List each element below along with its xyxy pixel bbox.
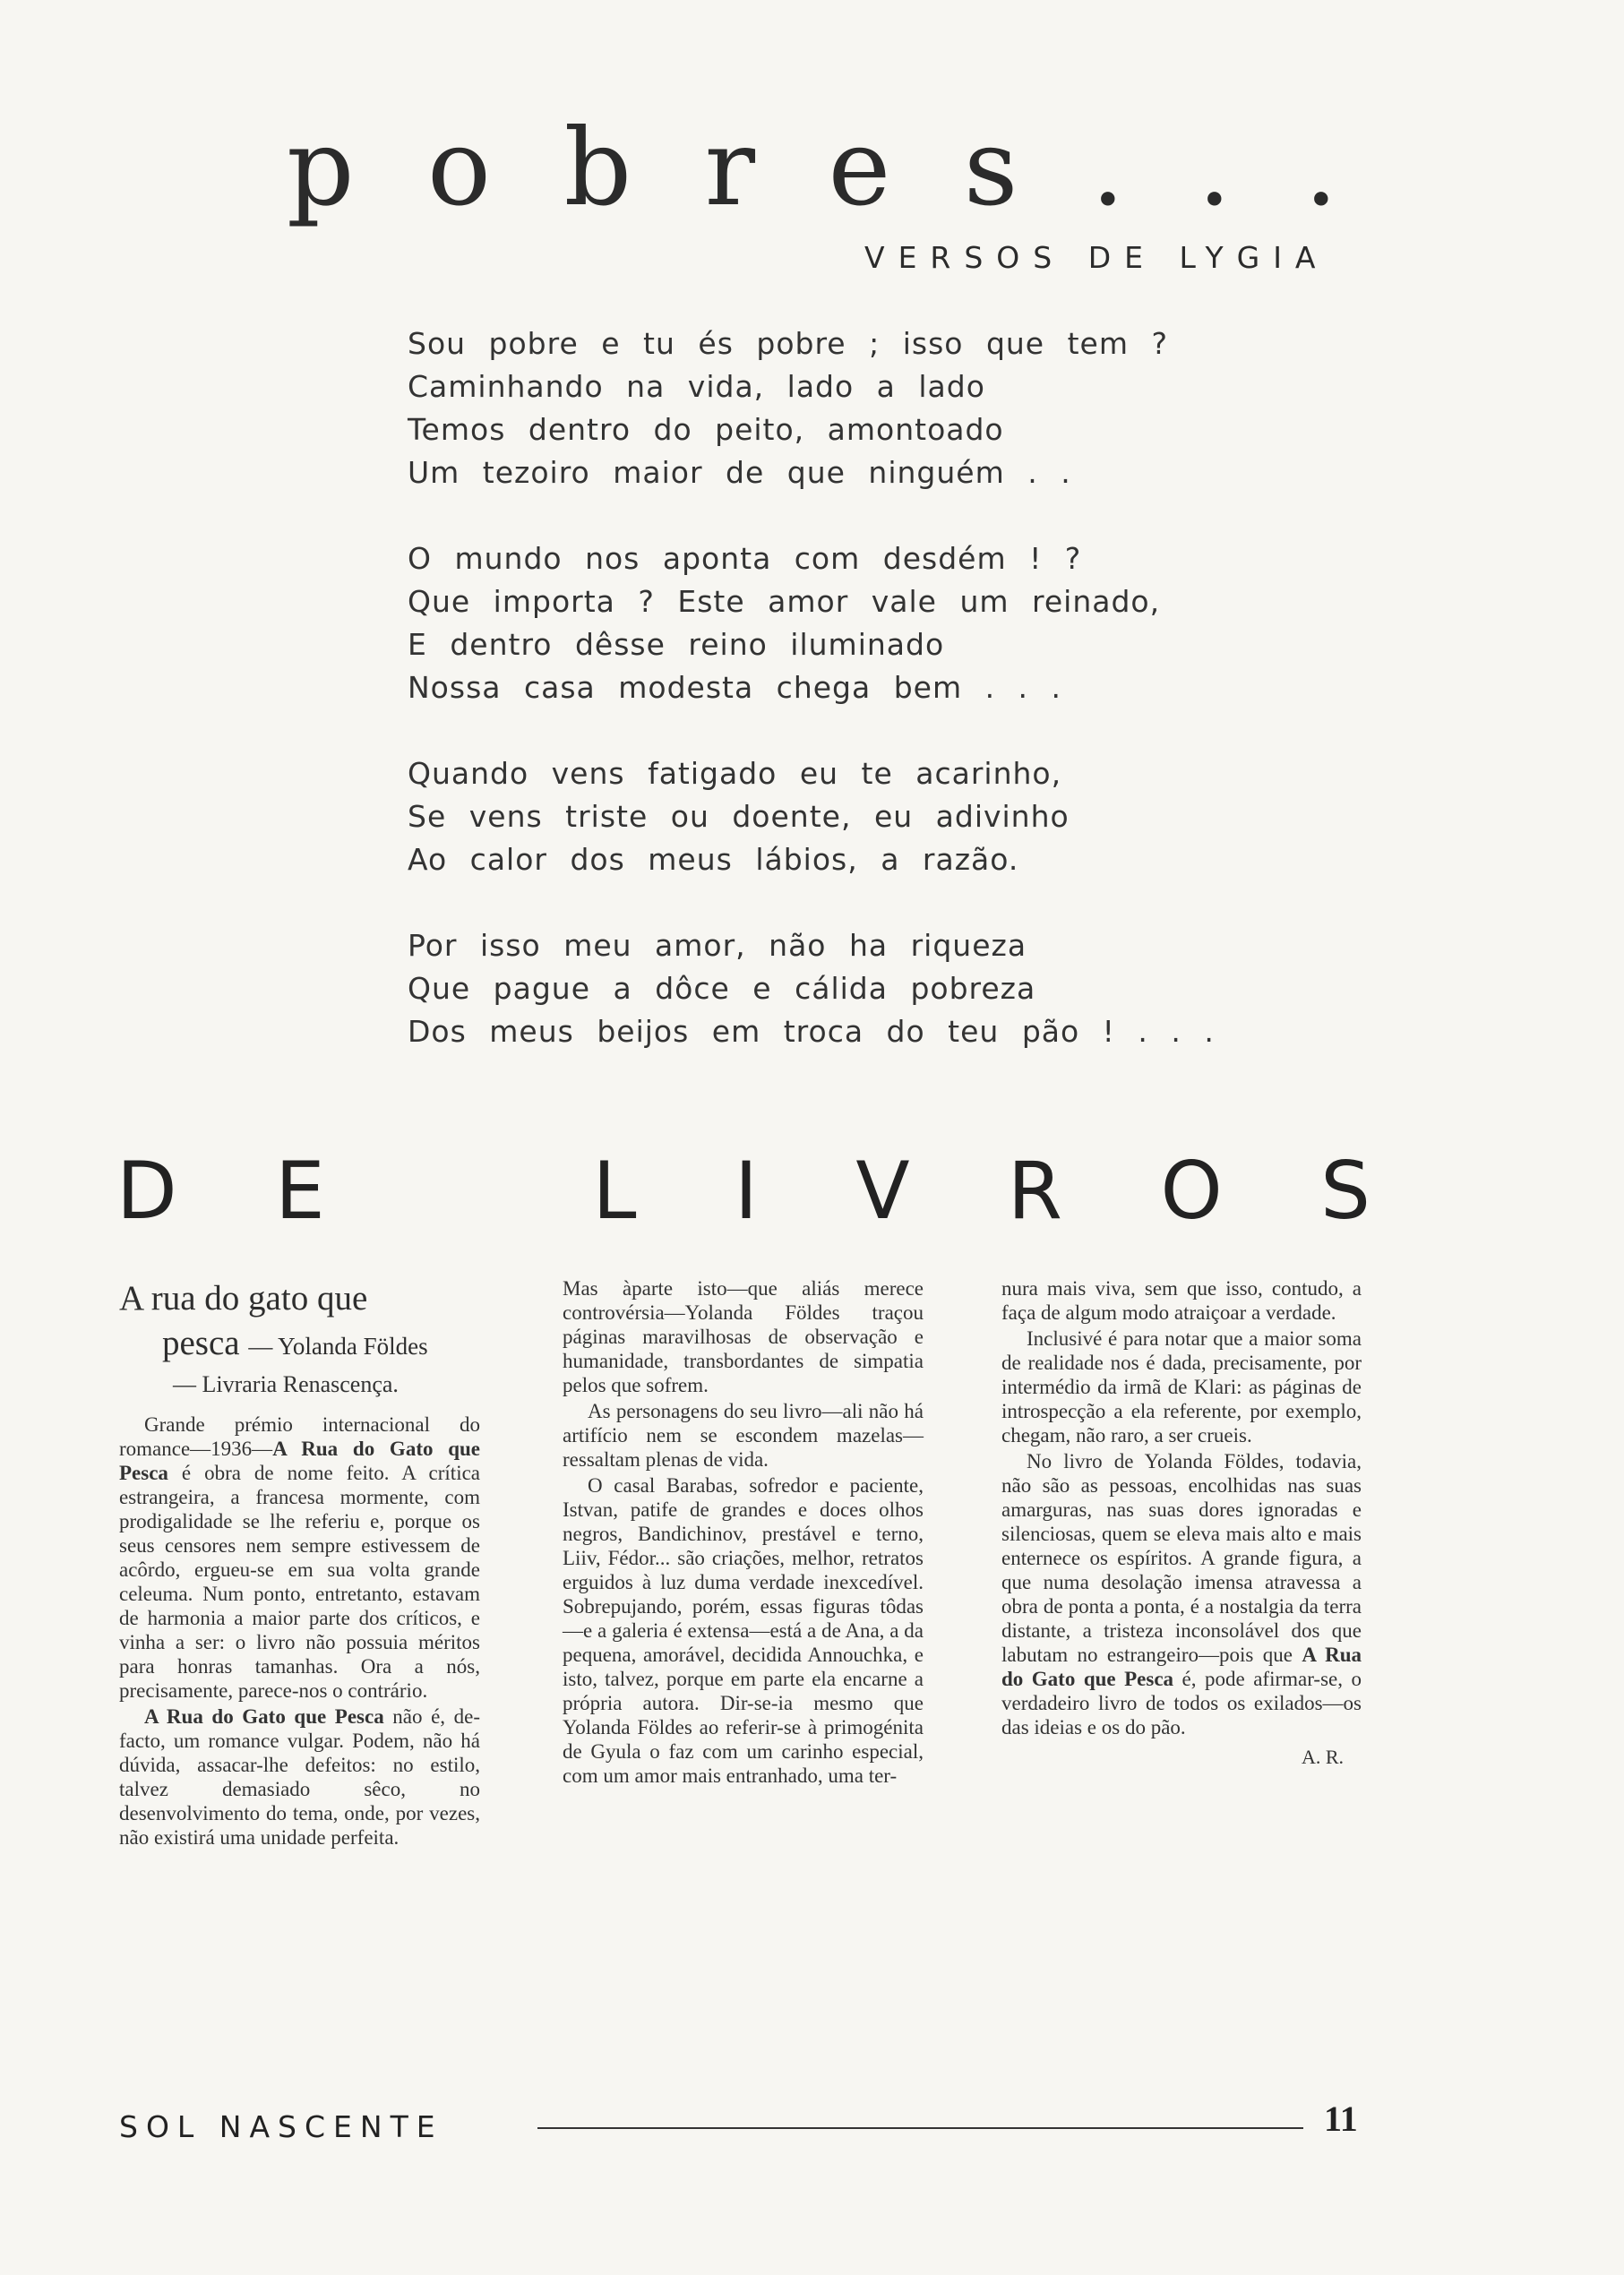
section-heading-letter: O (1160, 1145, 1223, 1237)
publication-name: SOL NASCENTE (119, 2109, 443, 2144)
page-number: 11 (1324, 2099, 1358, 2139)
poem-stanza (408, 924, 1215, 1053)
section-heading-letter: S (1320, 1145, 1371, 1237)
poem-line: Caminhando na vida, lado a lado (408, 369, 985, 404)
poem-line: Por isso meu amor, não ha riqueza (408, 928, 1027, 963)
section-heading-letter: I (734, 1145, 758, 1237)
book-publisher: — Livraria Renascença. (173, 1371, 399, 1397)
review-signature: A. R. (1301, 1746, 1344, 1768)
review-paragraph: Grande prémio internacional do romance—1936—A Rua do Gato que Pesca é obra de nome feito. A crítica estrangeira, a francesa mormente, com prodigalidade se lhe referiu e, porque os seus censores nem sempre estivessem de acôrdo, ergueu-se em sua volta grande celeuma. Num ponto, entretanto, estavam de harmonia a maior parte dos críticos, e vinha a ser: o livro não possuia méritos para honras tamanhas. Ora a nós, precisamente, parece-nos o contrário. (119, 1413, 480, 1702)
review-paragraph: Mas àparte isto—que aliás merece controvérsia—Yolanda Földes traçou páginas maravilhosas de observação e humanidade, transbordantes de simpatia pelos que sofrem. (563, 1277, 924, 1396)
poem-line: Que pague a dôce e cálida pobreza (408, 971, 1036, 1006)
poem-line: Quando vens fatigado eu te acarinho, (408, 756, 1062, 791)
section-heading-letter: D (116, 1145, 177, 1237)
poem-body (408, 322, 1215, 1096)
poem-title: p o b r e s . . . (287, 106, 1358, 229)
book-title-line: A rua do gato que (119, 1279, 368, 1318)
review-paragraph: No livro de Yolanda Földes, todavia, não são as pessoas, encolhidas nas suas amarguras, nas suas dores ignoradas e silenciosas, quem se eleva mais alto e mais enternece os espíritos. A grande figura, a que numa desolação imensa atravessa a obra de ponta a ponta, é a nostalgia da terra distante, a tristeza inconsolável dos que labutam no estrangeiro—pois que A Rua do Gato que Pesca é, pode afirmar-se, o verdadeiro livro de todos os exilados—os das ideias e os do pão. (1001, 1450, 1362, 1738)
review-paragraph: O casal Barabas, sofredor e paciente, Istvan, patife de grandes e doces olhos negros, Bandichinov, prestável e terno, Liiv, Fédor... são criações, melhor, retratos erguidos à luz duma verdade inexcedível. Sobrepujando, porém, essas figuras tôdas—e a galeria é extensa—está a de Ana, a da pequena, amorável, decidida Annouchka, e isto, talvez, porque em parte ela encarne a própria autora. Dir-se-ia mesmo que Yolanda Földes ao referir-se à primogénita de Gyula o faz com um carinho especial, com um amor mais entranhado, uma ter- (563, 1474, 924, 1787)
poem-byline: VERSOS DE LYGIA (864, 240, 1329, 275)
section-heading (116, 1145, 1371, 1237)
review-column-3 (1001, 1276, 1362, 1769)
poem-line: Dos meus beijos em troca do teu pão ! . . . (408, 1014, 1215, 1049)
review-paragraph: A Rua do Gato que Pesca não é, de-facto, um romance vulgar. Podem, não há dúvida, assacar-lhe defeitos: no estilo, talvez demasiado sêco, no desenvolvimento do tema, onde, por vezes, não existirá uma unidade perfeita. (119, 1705, 480, 1849)
section-heading-letter: E (275, 1145, 325, 1237)
review-column-2 (563, 1276, 924, 1790)
poem-line: E dentro dêsse reino iluminado (408, 627, 945, 662)
poem-line: Que importa ? Este amor vale um reinado, (408, 584, 1161, 619)
book-title-line: pesca (162, 1324, 240, 1362)
poem-line: O mundo nos aponta com desdém ! ? (408, 541, 1082, 576)
book-author: — Yolanda Földes (248, 1333, 428, 1360)
review-column-1 (119, 1276, 480, 1851)
poem-line: Temos dentro do peito, amontoado (408, 412, 1004, 447)
poem-stanza (408, 752, 1142, 881)
poem-stanza (408, 537, 1161, 709)
poem-line: Se vens triste ou doente, eu adivinho (408, 799, 1070, 834)
poem-line: Nossa casa modesta chega bem . . . (408, 670, 1062, 705)
review-paragraph: As personagens do seu livro—ali não há artifício nem se escondem mazelas—ressaltam plenas de vida. (563, 1400, 924, 1471)
section-heading-letter: R (1007, 1145, 1063, 1237)
poem-line: Sou pobre e tu és pobre ; isso que tem ? (408, 326, 1168, 361)
review-paragraph: Inclusivé é para notar que a maior soma de realidade nos é dada, precisamente, por intermédio da irmã de Klari: as páginas de introspecção a ela referente, por exemplo, chegam, não raro, a ser crueis. (1001, 1327, 1362, 1447)
poem-line: Ao calor dos meus lábios, a razão. (408, 842, 1019, 877)
book-title (119, 1276, 480, 1369)
section-heading-letter: L (592, 1145, 637, 1237)
review-paragraph: nura mais viva, sem que isso, contudo, a faça de algum modo atraiçoar a verdade. (1001, 1277, 1362, 1324)
poem-stanza (408, 322, 1168, 494)
footer-rule (537, 2127, 1303, 2129)
section-heading-letter: V (855, 1145, 910, 1237)
poem-line: Um tezoiro maior de que ninguém . . (408, 455, 1071, 490)
